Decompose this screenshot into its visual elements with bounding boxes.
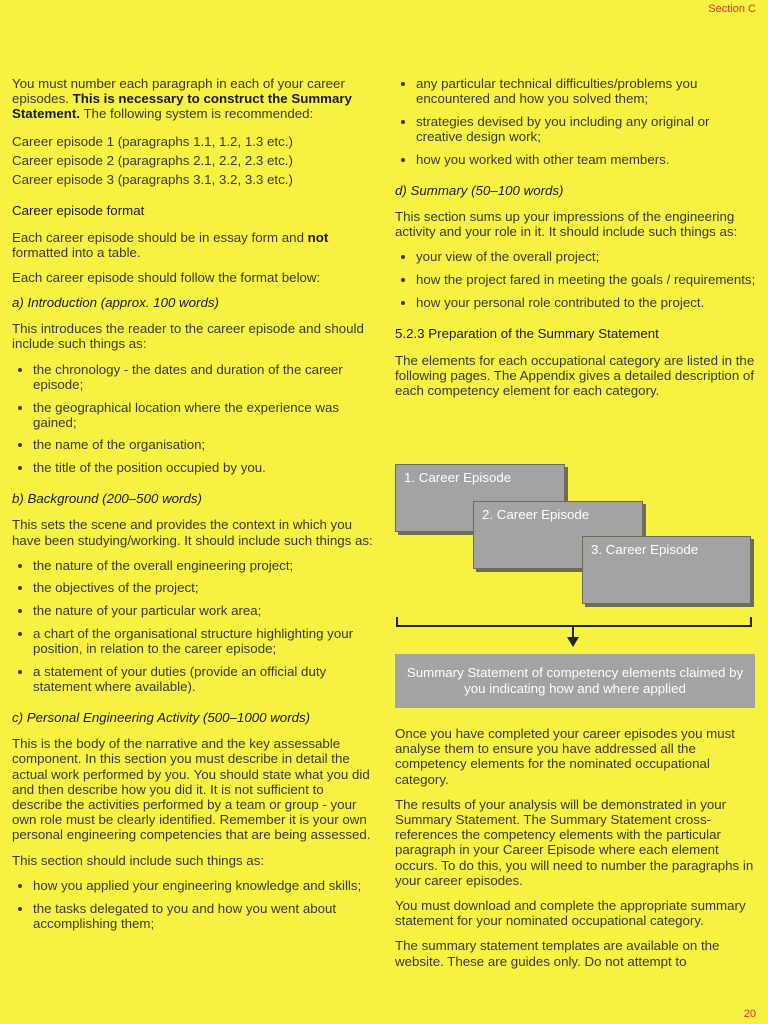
- personal-activity-description-2: This section should include such things as:: [12, 852, 265, 868]
- preparation-description: The elements for each occupational category are listed in the following pages. The Appendix gives a detailed description of each competency element for each category.: [395, 353, 755, 399]
- list-item: • the tasks delegated to you and how you went about accomplishing them;: [33, 901, 374, 931]
- list-item: • any particular technical difficulties/problems you encountered and how you solved them;: [416, 76, 757, 106]
- right-column-top: [395, 76, 757, 409]
- personal-activity-list-continued: [395, 76, 757, 167]
- list-item: • strategies devised by you including any original or creative design work;: [416, 114, 757, 144]
- episode-numbering-list: [12, 132, 374, 189]
- intro-text-bold: This is necessary to construct the Summary Statement.: [12, 91, 352, 122]
- intro-paragraph: [12, 76, 374, 122]
- list-item: • your view of the overall project;: [416, 249, 757, 264]
- format-text-1: Each career episode should be in essay form and: [12, 229, 308, 245]
- summary-heading: d) Summary (50–100 words): [395, 183, 564, 199]
- career-episode-box-1: 1. Career Episode: [395, 464, 565, 532]
- list-item: • how you worked with other team members.: [416, 152, 757, 167]
- introduction-list: [12, 362, 374, 476]
- summary-description: This section sums up your impressions of the engineering activity and your role in it. It should include such things as:: [395, 209, 738, 240]
- background-list: [12, 558, 374, 694]
- format-paragraph-2: Each career episode should follow the format below:: [12, 270, 321, 286]
- right-column-bottom: [395, 726, 757, 979]
- list-item: • how you applied your engineering knowledge and skills;: [33, 878, 374, 893]
- after-diagram-paragraph-4: The summary statement templates are available on the website. These are guides only. Do not attempt to: [395, 938, 720, 969]
- background-heading: b) Background (200–500 words): [12, 491, 202, 507]
- grouping-bracket: [396, 617, 752, 627]
- section-label: Section C: [708, 3, 756, 15]
- list-item: • a statement of your duties (provide an official duty statement where available).: [33, 664, 374, 694]
- personal-activity-description: This is the body of the narrative and the key assessable component. In this section you must describe in detail the actual work performed by you. You should state what you did and then describe how you did it. It is not sufficient to describe the activities performed by a team or group - your own role must be clearly identified. Remember it is your own personal engineering competencies that are being assessed.: [12, 736, 371, 843]
- summary-statement-box: Summary Statement of competency elements claimed by you indicating how and where applied: [395, 654, 755, 708]
- list-item: • how the project fared in meeting the goals / requirements;: [416, 272, 757, 287]
- left-column: [12, 76, 374, 941]
- introduction-heading: a) Introduction (approx. 100 words): [12, 295, 219, 311]
- list-item: • the objectives of the project;: [33, 580, 374, 595]
- introduction-description: This introduces the reader to the career episode and should include such things as:: [12, 321, 364, 352]
- after-diagram-paragraph-2: The results of your analysis will be demonstrated in your Summary Statement. The Summary Statement cross-references the competency elements with the particular paragraph in your Career Episode where each element occurs. To do this, you will need to number the paragraphs in your career episodes.: [395, 796, 754, 888]
- episode-numbering-line: Career episode 3 (paragraphs 3.1, 3.2, 3.3 etc.): [12, 171, 293, 187]
- list-item: • the title of the position occupied by you.: [33, 460, 374, 475]
- personal-activity-heading: c) Personal Engineering Activity (500–1000 words): [12, 710, 311, 726]
- format-paragraph-1: [12, 230, 374, 260]
- career-episode-box-2: 2. Career Episode: [473, 501, 643, 569]
- list-item: • a chart of the organisational structure highlighting your position, in relation to the career episode;: [33, 626, 374, 656]
- episode-numbering-line: Career episode 1 (paragraphs 1.1, 1.2, 1.3 etc.): [12, 133, 293, 149]
- list-item: • the nature of the overall engineering project;: [33, 558, 374, 573]
- format-heading: Career episode format: [12, 202, 145, 218]
- background-description: This sets the scene and provides the context in which you have been studying/working. It should include such things as:: [12, 517, 373, 548]
- career-episode-box-3: 3. Career Episode: [582, 536, 751, 604]
- format-text-bold: not: [307, 229, 329, 245]
- episode-numbering-line: Career episode 2 (paragraphs 2.1, 2.2, 2.3 etc.): [12, 152, 293, 168]
- personal-activity-list: [12, 878, 374, 931]
- career-episode-diagram: [395, 464, 757, 712]
- after-diagram-paragraph-1: Once you have completed your career episodes you must analyse them to ensure you have addressed all the competency elements for the nominated occupational category.: [395, 726, 735, 787]
- intro-text-1: You must number each paragraph in each of your career episodes.: [12, 76, 345, 107]
- intro-text-2: The following system is recommended:: [79, 106, 314, 122]
- page-number: 20: [743, 1008, 756, 1020]
- list-item: • how your personal role contributed to the project.: [416, 295, 757, 310]
- format-text-2: formatted into a table.: [12, 244, 141, 260]
- list-item: • the chronology - the dates and duration of the career episode;: [33, 362, 374, 392]
- preparation-heading: 5.2.3 Preparation of the Summary Statement: [395, 326, 659, 342]
- list-item: • the nature of your particular work area;: [33, 603, 374, 618]
- summary-list: [395, 249, 757, 310]
- arrow-head-icon: [567, 637, 579, 647]
- after-diagram-paragraph-3: You must download and complete the appropriate summary statement for your nominated occupational category.: [395, 898, 746, 929]
- list-item: • the geographical location where the experience was gained;: [33, 400, 374, 430]
- list-item: • the name of the organisation;: [33, 437, 374, 452]
